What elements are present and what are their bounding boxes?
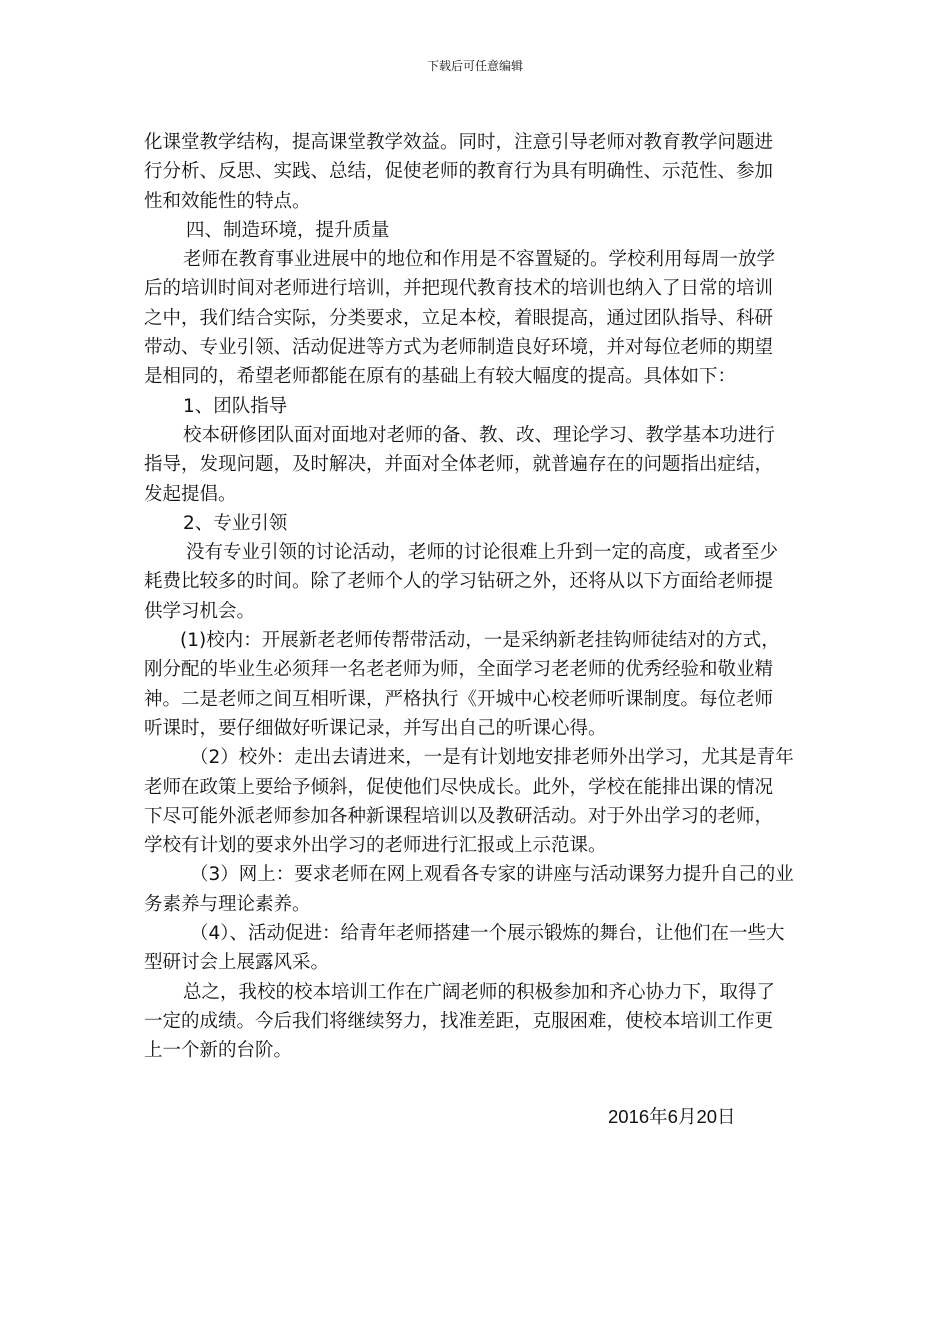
- subsection-heading: 2、专业引领: [183, 512, 288, 534]
- text-line: 务素养与理论素养。: [144, 893, 311, 915]
- document-date: 2016年6月20日: [608, 1106, 736, 1127]
- document-body: [144, 128, 800, 1066]
- paragraph-start: （2）校外：走出去请进来，一是有计划地安排老师外出学习，尤其是青年: [190, 747, 794, 769]
- text-line: 性和效能性的特点。: [144, 190, 311, 212]
- text-line: 神。二是老师之间互相听课，严格执行《开城中心校老师听课制度。每位老师: [144, 688, 774, 710]
- text-line: 上一个新的台阶。: [144, 1040, 293, 1062]
- text-line: 刚分配的毕业生必须拜一名老老师为师，全面学习老老师的优秀经验和敬业精: [144, 659, 774, 681]
- paragraph-start: （4）、活动促进：给青年老师搭建一个展示锻炼的舞台，让他们在一些大: [190, 923, 785, 945]
- text-line: 化课堂教学结构，提高课堂教学效益。同时，注意引导老师对教育教学问题进: [144, 132, 774, 153]
- text-line: 老师在政策上要给予倾斜，促使他们尽快成长。此外，学校在能排出课的情况: [144, 776, 774, 798]
- text-line: 听课时，要仔细做好听课记录，并写出自己的听课心得。: [144, 717, 607, 739]
- text-line: 行分析、反思、实践、总结，促使老师的教育行为具有明确性、示范性、参加: [144, 161, 774, 183]
- text-line: 下尽可能外派老师参加各种新课程培训以及教研活动。对于外出学习的老师，: [144, 805, 774, 827]
- section-heading: 四、制造环境，提升质量: [186, 219, 390, 241]
- text-line: 之中，我们结合实际，分类要求，立足本校，着眼提高，通过团队指导、科研: [144, 307, 774, 329]
- paragraph-start: 老师在教育事业进展中的地位和作用是不容置疑的。学校利用每周一放学: [183, 249, 776, 271]
- page-header: 下载后可任意编辑: [426, 59, 523, 73]
- text-line: 供学习机会。: [144, 600, 256, 622]
- text-line: 是相同的，希望老师都能在原有的基础上有较大幅度的提高。具体如下：: [144, 366, 737, 388]
- paragraph-start: 总之，我校的校本培训工作在广阔老师的积极参加和齐心协力下，取得了: [183, 981, 776, 1003]
- text-line: 指导，发现问题，及时解决，并面对全体老师，就普遍存在的问题指出症结，: [144, 454, 774, 476]
- text-line: 学校有计划的要求外出学习的老师进行汇报或上示范课。: [144, 835, 607, 857]
- paragraph-start: 没有专业引领的讨论活动，老师的讨论很难上升到一定的高度，或者至少: [186, 542, 779, 564]
- text-line: 带动、专业引领、活动促进等方式为老师制造良好环境，并对每位老师的期望: [144, 337, 774, 359]
- subsection-heading: 1、团队指导: [183, 395, 288, 417]
- paragraph-start: 校本研修团队面对面地对老师的备、教、改、理论学习、教学基本功进行: [183, 424, 776, 446]
- text-line: 一定的成绩。今后我们将继续努力，找准差距，克服困难，使校本培训工作更: [144, 1010, 774, 1032]
- text-line: 耗费比较多的时间。除了老师个人的学习钻研之外，还将从以下方面给老师提: [144, 571, 774, 593]
- text-line: 型研讨会上展露风采。: [144, 952, 330, 974]
- paragraph-start: (1)校内：开展新老老师传帮带活动，一是采纳新老挂钩师徒结对的方式，: [180, 630, 780, 652]
- text-line: 后的培训时间对老师进行培训，并把现代教育技术的培训也纳入了日常的培训: [144, 278, 774, 300]
- text-line: 发起提倡。: [144, 483, 237, 505]
- paragraph-start: （3）网上：要求老师在网上观看各专家的讲座与活动课努力提升自己的业: [190, 864, 794, 886]
